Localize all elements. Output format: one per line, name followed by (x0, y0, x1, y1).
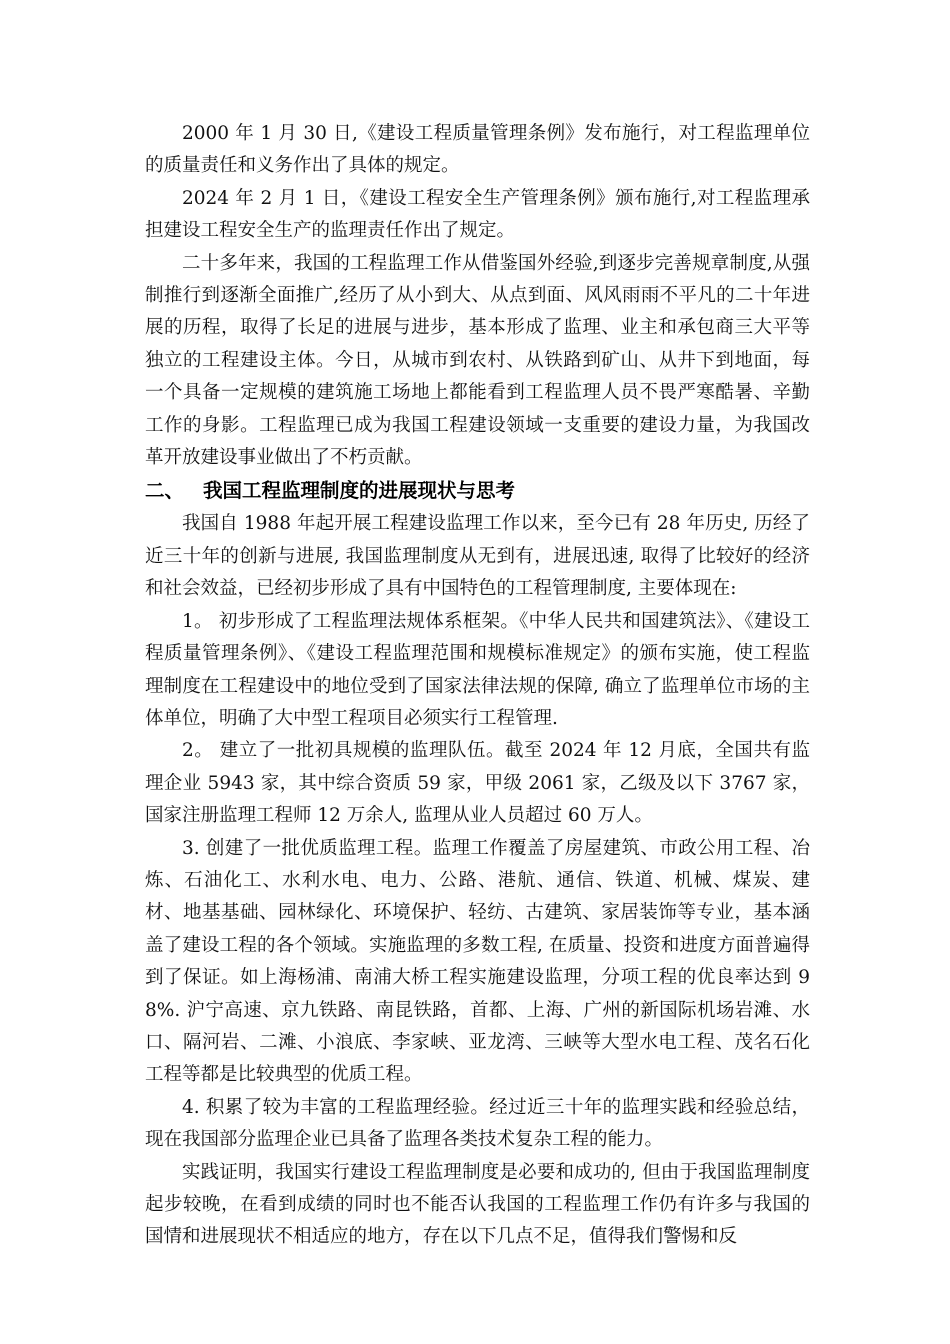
paragraph-point-3: 3. 创建了一批优质监理工程。监理工作覆盖了房屋建筑、市政公用工程、冶炼、石油化工、水利水电、电力、公路、港航、通信、铁道、机械、煤炭、建材、地基基础、园林绿化、环境保护、轻纺、古建筑、家居装饰等专业，基本涵盖了建设工程的各个领域。实施监理的多数工程, 在质量、投资和进度方面普遍得到了保证。如上海杨浦、南浦大桥工程实施建设监理，分项工程的优良率达到 98%. 沪宁高速、京九铁路、南昆铁路，首都、上海、广州的新国际机场岩滩、水口、隔河岩、二滩、小浪底、李家峡、亚龙湾、三峡等大型水电工程、茂名石化工程等都是比较典型的优质工程。 (145, 837, 810, 1086)
paragraph-conclusion: 实践证明，我国实行建设工程监理制度是必要和成功的, 但由于我国监理制度起步较晚，在看到成绩的同时也不能否认我国的工程监理工作仍有许多与我国的国情和进展现状不相适应的地方，存在以下几点不足，值得我们警惕和反 (145, 1161, 810, 1248)
section-heading (145, 474, 810, 508)
paragraph-point-4: 4. 积累了较为丰富的工程监理经验。经过近三十年的监理实践和经验总结，现在我国部分监理企业已具备了监理各类技术复杂工程的能力。 (145, 1096, 810, 1151)
paragraph-regulation-2000: 2000 年 1 月 30 日,《建设工程质量管理条例》发布施行，对工程监理单位的质量责任和义务作出了具体的规定。 (145, 123, 810, 177)
paragraph-point-2: 2。 建立了一批初具规模的监理队伍。截至 2024 年 12 月底，全国共有监理企业 5943 家，其中综合资质 59 家，甲级 2061 家，乙级及以下 3767 家，国家注册监理工程师 12 万余人, 监理从业人员超过 60 万人。 (145, 740, 810, 827)
document-page (145, 118, 810, 1254)
section-title: 我国工程监理制度的进展现状与思考 (203, 479, 516, 503)
section-number: 二、 (145, 479, 185, 503)
paragraph-twenty-years: 二十多年来，我国的工程监理工作从借鉴国外经验,到逐步完善规章制度,从强制推行到逐渐全面推广,经历了从小到大、从点到面、风风雨雨不平凡的二十年进展的历程，取得了长足的进展与进步，基本形成了监理、业主和承包商三大平等独立的工程建设主体。今日，从城市到农村、从铁路到矿山、从井下到地面，每一个具备一定规模的建筑施工场地上都能看到工程监理人员不畏严寒酷暑、辛勤工作的身影。工程监理已成为我国工程建设领域一支重要的建设力量，为我国改革开放建设事业做出了不朽贡献。 (145, 252, 810, 469)
paragraph-regulation-2024: 2024 年 2 月 1 日，《建设工程安全生产管理条例》颁布施行,对工程监理承担建设工程安全生产的监理责任作出了规定。 (145, 187, 810, 242)
paragraph-point-1: 1。 初步形成了工程监理法规体系框架。《中华人民共和国建筑法》、《建设工程质量管理条例》、《建设工程监理范围和规模标准规定》的颁布实施，使工程监理制度在工程建设中的地位受到了国家法律法规的保障, 确立了监理单位市场的主体单位，明确了大中型工程项目必须实行工程管理. (145, 610, 810, 729)
paragraph-intro: 我国自 1988 年起开展工程建设监理工作以来，至今已有 28 年历史, 历经了近三十年的创新与进展, 我国监理制度从无到有，进展迅速, 取得了比较好的经济和社会效益，已经初步形成了具有中国特色的工程管理制度, 主要体现在: (145, 513, 810, 600)
